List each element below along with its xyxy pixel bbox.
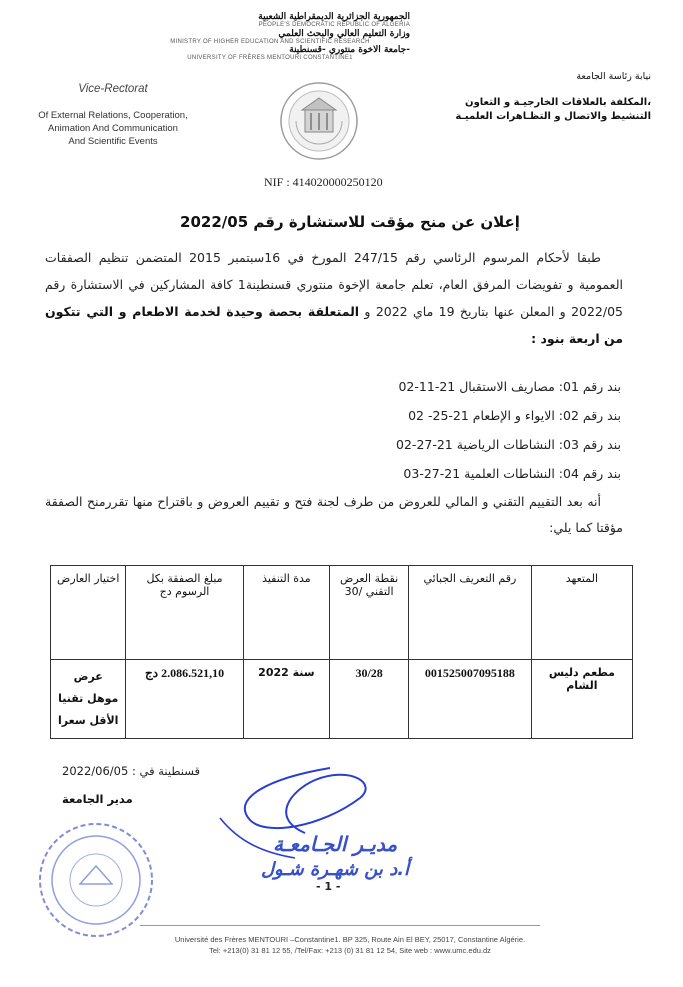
cell-amount: 2.086.521,10 دج (126, 660, 243, 739)
ministry-en: MINISTRY OF HIGHER EDUCATION AND SCIENTIFIC RESEARCH (170, 39, 370, 45)
place-date: قسنطينة في : 2022/06/05 (62, 764, 200, 778)
list-item-3: بند رقم 03: النشاطات الرياضية 21-27-02 (396, 437, 621, 452)
cell-tech-score: 30/28 (330, 660, 409, 739)
header-center (120, 12, 420, 61)
award-table-wrap (50, 565, 633, 739)
list-item-4: بند رقم 04: النشاطات العلمية 21-27-03 (403, 466, 621, 481)
vice-rectorat-line-3: And Scientific Events (68, 136, 158, 147)
after-items-text: أنه بعد التقييم التقني و المالي للعروض من طرف لجنة فتح و تقييم العروض و باقتراح منها تقررمنح الصفقة مؤقتا كما يلي: (45, 494, 623, 535)
university-ar: جامعة الاخوة منتوري -قسنطينة- (289, 45, 410, 55)
university-en: UNIVERSITY OF FRÈRES MENTOURI CONSTANTINE1 (187, 55, 353, 61)
after-items-paragraph (45, 489, 623, 541)
header-tech-score: نقطة العرض التقني /30 (330, 566, 409, 660)
right-header-line-1: المكلفة بالعلاقات الخارجيـة و التعاون، (465, 97, 651, 108)
vice-rectorat-title: Vice-Rectorat (78, 83, 148, 95)
items-list (321, 372, 621, 488)
list-item-1: بند رقم 01: مصاريف الاستقبال 21-11-02 (398, 379, 621, 394)
list-item-2: بند رقم 02: الايواء و الإطعام 21-25- 02 (408, 408, 621, 423)
vice-rectorat-line-1: Of External Relations, Cooperation, (38, 110, 188, 121)
official-seal (36, 820, 156, 940)
table-header-row (51, 566, 633, 660)
footer-contact: Tel: +213(0) 31 81 12 55, /Tel/Fax: +213 (0) 31 81 12 54, Site web : www.umc.edu.dz (209, 946, 491, 955)
vice-rectorat-line-2: Animation And Communication (48, 123, 178, 134)
header-choice: اختيار العارض (51, 566, 126, 660)
stamp-line-2: أ.د بن شهـرة شـول (260, 859, 410, 880)
table-row (51, 660, 633, 739)
footer-divider (140, 925, 540, 926)
vice-rectorat-block (28, 83, 198, 148)
right-header-line-2: التنشيط والاتصال و التظـاهرات العلميـة (455, 111, 651, 122)
page-number: - 1 - (316, 880, 341, 893)
header-bidder: المتعهد (531, 566, 632, 660)
director-stamp (250, 830, 420, 882)
cell-choice-line-2: الأقل سعرا (58, 714, 119, 727)
cell-nif: 001525007095188 (409, 660, 532, 739)
republic-en: PEOPLE'S DEMOCRATIC REPUBLIC OF ALGERIA (258, 22, 410, 28)
intro-bold-text: المتعلقة بحصة وحيدة لخدمة الاطعام و التي تتكون من اربعة بنود : (45, 304, 623, 346)
cell-choice (51, 660, 126, 739)
right-header-title: نيابة رئاسة الجامعة (576, 71, 651, 82)
cell-choice-line-1: عرض موهل تقنيا (58, 670, 119, 705)
republic-ar: الجمهورية الجزائرية الديمقراطية الشعبية (258, 12, 410, 22)
right-header-block (431, 71, 651, 124)
header-amount: مبلغ الصفقة بكل الرسوم دج (126, 566, 243, 660)
university-logo (278, 80, 360, 162)
cell-bidder: مطعم دليس الشام (531, 660, 632, 739)
document-title: إعلان عن منح مؤقت للاستشارة رقم 2022/05 (180, 213, 520, 231)
header-nif: رقم التعريف الجبائي (409, 566, 532, 660)
ministry-ar: وزارة التعليم العالي والبحث العلمي (278, 29, 410, 39)
cell-duration: سنة 2022 (243, 660, 330, 739)
director-label: مدير الجامعة (62, 792, 133, 806)
footer-address: Université des Frères MENTOURI –Constantine1. BP 325, Route Ain El BEY, 25017, Constantine Algérie. (174, 935, 526, 944)
header-duration: مدة التنفيذ (243, 566, 330, 660)
stamp-line-1: مديـر الجـامعـة (272, 832, 398, 856)
intro-paragraph (45, 244, 623, 352)
nif-number: NIF : 414020000250120 (264, 175, 383, 189)
intro-text: طبقا لأحكام المرسوم الرئاسي رقم 247/15 المورخ في 16سبتمبر 2015 المتضمن تنظيم الصفقات العمومية و تفويضات المرفق العام، تعلم جامعة الإخوة منتوري قسنطينة1 كافة المشاركين في الاستشارة رقم 2022/05 و المعلن عنها بتاريخ 19 ماي 2022 و (45, 250, 623, 319)
footer (120, 934, 580, 956)
award-table (50, 565, 633, 739)
